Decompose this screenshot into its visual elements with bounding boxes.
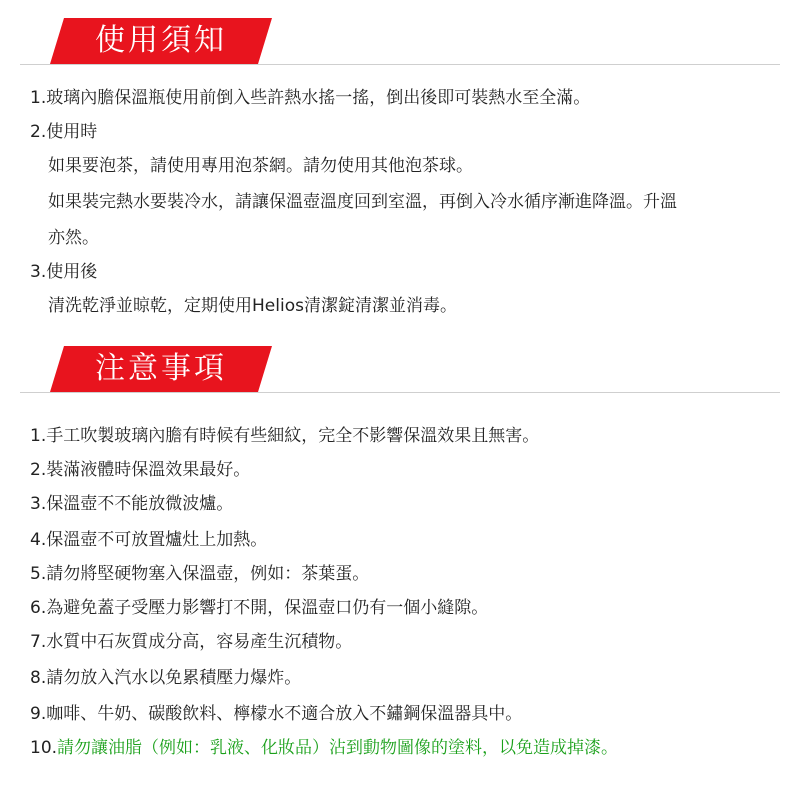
notice-item-6: 6.為避免蓋子受壓力影響打不開，保溫壺口仍有一個小縫隙。 [30, 598, 489, 618]
notice-item-10-number: 10. [30, 738, 58, 758]
notice-item-2: 2.裝滿液體時保溫效果最好。 [30, 460, 251, 480]
usage-item-3: 3.使用後 [30, 262, 98, 282]
notice-item-7: 7.水質中石灰質成分高，容易產生沉積物。 [30, 632, 353, 652]
notice-item-10-text: 請勿讓油脂（例如：乳液、化妝品）沾到動物圖像的塗料，以免造成掉漆。 [57, 738, 619, 758]
notice-item-10 [30, 736, 618, 760]
usage-item-1: 1.玻璃內膽保溫瓶使用前倒入些許熱水搖一搖，倒出後即可裝熱水至全滿。 [30, 88, 591, 108]
divider-line [20, 392, 780, 393]
section-usage-title: 使用須知 [95, 23, 227, 58]
section-notice-title: 注意事項 [95, 351, 227, 386]
notice-item-8: 8.請勿放入汽水以免累積壓力爆炸。 [30, 668, 302, 688]
section-usage-banner [46, 18, 276, 64]
usage-item-2: 2.使用時 [30, 122, 98, 142]
usage-item-2-detail-3: 亦然。 [48, 228, 99, 248]
usage-item-2-detail-1: 如果要泡茶，請使用專用泡茶網。請勿使用其他泡茶球。 [48, 156, 473, 176]
usage-item-3-detail: 清洗乾淨並晾乾，定期使用Helios清潔錠清潔並消毒。 [48, 296, 457, 316]
usage-item-2-detail-2: 如果裝完熱水要裝冷水，請讓保溫壺溫度回到室溫，再倒入冷水循序漸進降溫。升溫 [48, 192, 677, 212]
notice-item-5: 5.請勿將堅硬物塞入保溫壺，例如：茶葉蛋。 [30, 564, 370, 584]
notice-item-9: 9.咖啡、牛奶、碳酸飲料、檸檬水不適合放入不鏽鋼保溫器具中。 [30, 704, 523, 724]
notice-item-1: 1.手工吹製玻璃內膽有時候有些細紋，完全不影響保溫效果且無害。 [30, 426, 540, 446]
notice-item-4: 4.保溫壺不可放置爐灶上加熱。 [30, 530, 268, 550]
divider-line [20, 64, 780, 65]
notice-item-3: 3.保溫壺不不能放微波爐。 [30, 494, 234, 514]
section-notice-banner [46, 346, 276, 392]
